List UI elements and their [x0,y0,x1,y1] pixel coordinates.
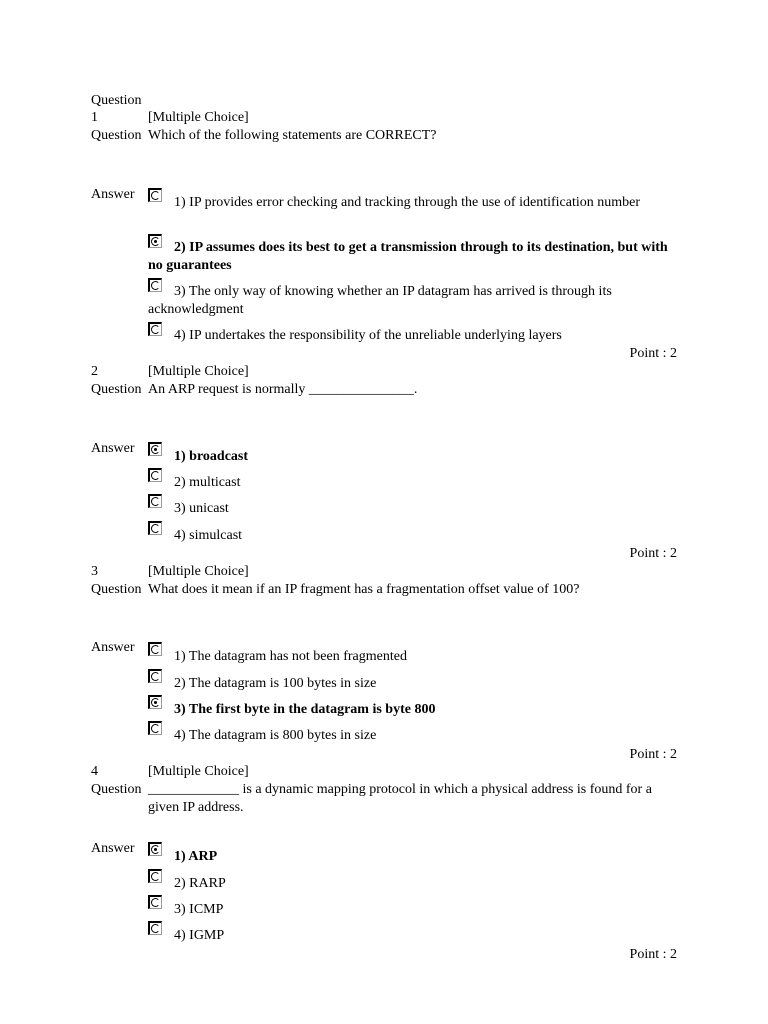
answer-radio[interactable] [148,721,162,735]
question-number: 2 [91,364,98,379]
question-number: 1 [91,110,98,125]
answer-radio[interactable] [148,895,162,909]
answer-radio-selected[interactable] [148,695,162,709]
question-type: [Multiple Choice] [148,110,249,125]
answer-option: 2) multicast [174,475,241,490]
answer-radio-selected[interactable] [148,842,162,856]
point-value: Point : 2 [629,546,677,561]
answer-option: 3) unicast [174,501,229,516]
answer-option: 1) The datagram has not been fragmented [174,649,407,664]
answer-option-correct: 2) IP assumes does its best to get a transmission through to its destination, but with no guarantees [148,240,668,273]
question-type: [Multiple Choice] [148,364,249,379]
point-value: Point : 2 [629,947,677,962]
question-prefix: Question [91,582,142,597]
question-text: What does it mean if an IP fragment has a fragmentation offset value of 100? [148,582,580,597]
answer-radio[interactable] [148,468,162,482]
question-prefix: Question [91,382,142,397]
question-type: [Multiple Choice] [148,764,249,779]
answer-radio[interactable] [148,669,162,683]
question-text: _____________ is a dynamic mapping protocol in which a physical address is found for a given IP address. [148,782,652,815]
question-number: 4 [91,764,98,779]
answer-option-correct: 1) ARP [174,849,218,864]
answer-radio[interactable] [148,642,162,656]
question-number: 3 [91,564,98,579]
answer-radio[interactable] [148,869,162,883]
answer-radio[interactable] [148,921,162,935]
answer-label: Answer [91,640,135,655]
answer-option: 3) ICMP [174,902,224,917]
point-value: Point : 2 [629,747,677,762]
answer-radio[interactable] [148,521,162,535]
answer-radio-selected[interactable] [148,442,162,456]
answer-option: 3) The only way of knowing whether an IP datagram has arrived is through its acknowledgment [148,284,612,317]
answer-option: 4) IGMP [174,928,225,943]
question-prefix: Question [91,782,142,797]
answer-option: 2) RARP [174,876,226,891]
question-text: An ARP request is normally _______________. [148,382,418,397]
answer-option: 1) IP provides error checking and tracking through the use of identification number [174,195,641,210]
answer-option: 2) The datagram is 100 bytes in size [174,676,377,691]
answer-option-correct: 3) The first byte in the datagram is byte 800 [174,702,436,717]
question-header-label: Question [91,93,142,108]
answer-option: 4) The datagram is 800 bytes in size [174,728,377,743]
answer-radio[interactable] [148,494,162,508]
answer-option: 4) IP undertakes the responsibility of the unreliable underlying layers [174,328,562,343]
question-prefix: Question [91,128,142,143]
question-text: Which of the following statements are CORRECT? [148,128,437,143]
question-type: [Multiple Choice] [148,564,249,579]
point-value: Point : 2 [629,346,677,361]
answer-label: Answer [91,187,135,202]
answer-option: 4) simulcast [174,528,243,543]
answer-label: Answer [91,441,135,456]
answer-label: Answer [91,841,135,856]
answer-option-correct: 1) broadcast [174,449,249,464]
